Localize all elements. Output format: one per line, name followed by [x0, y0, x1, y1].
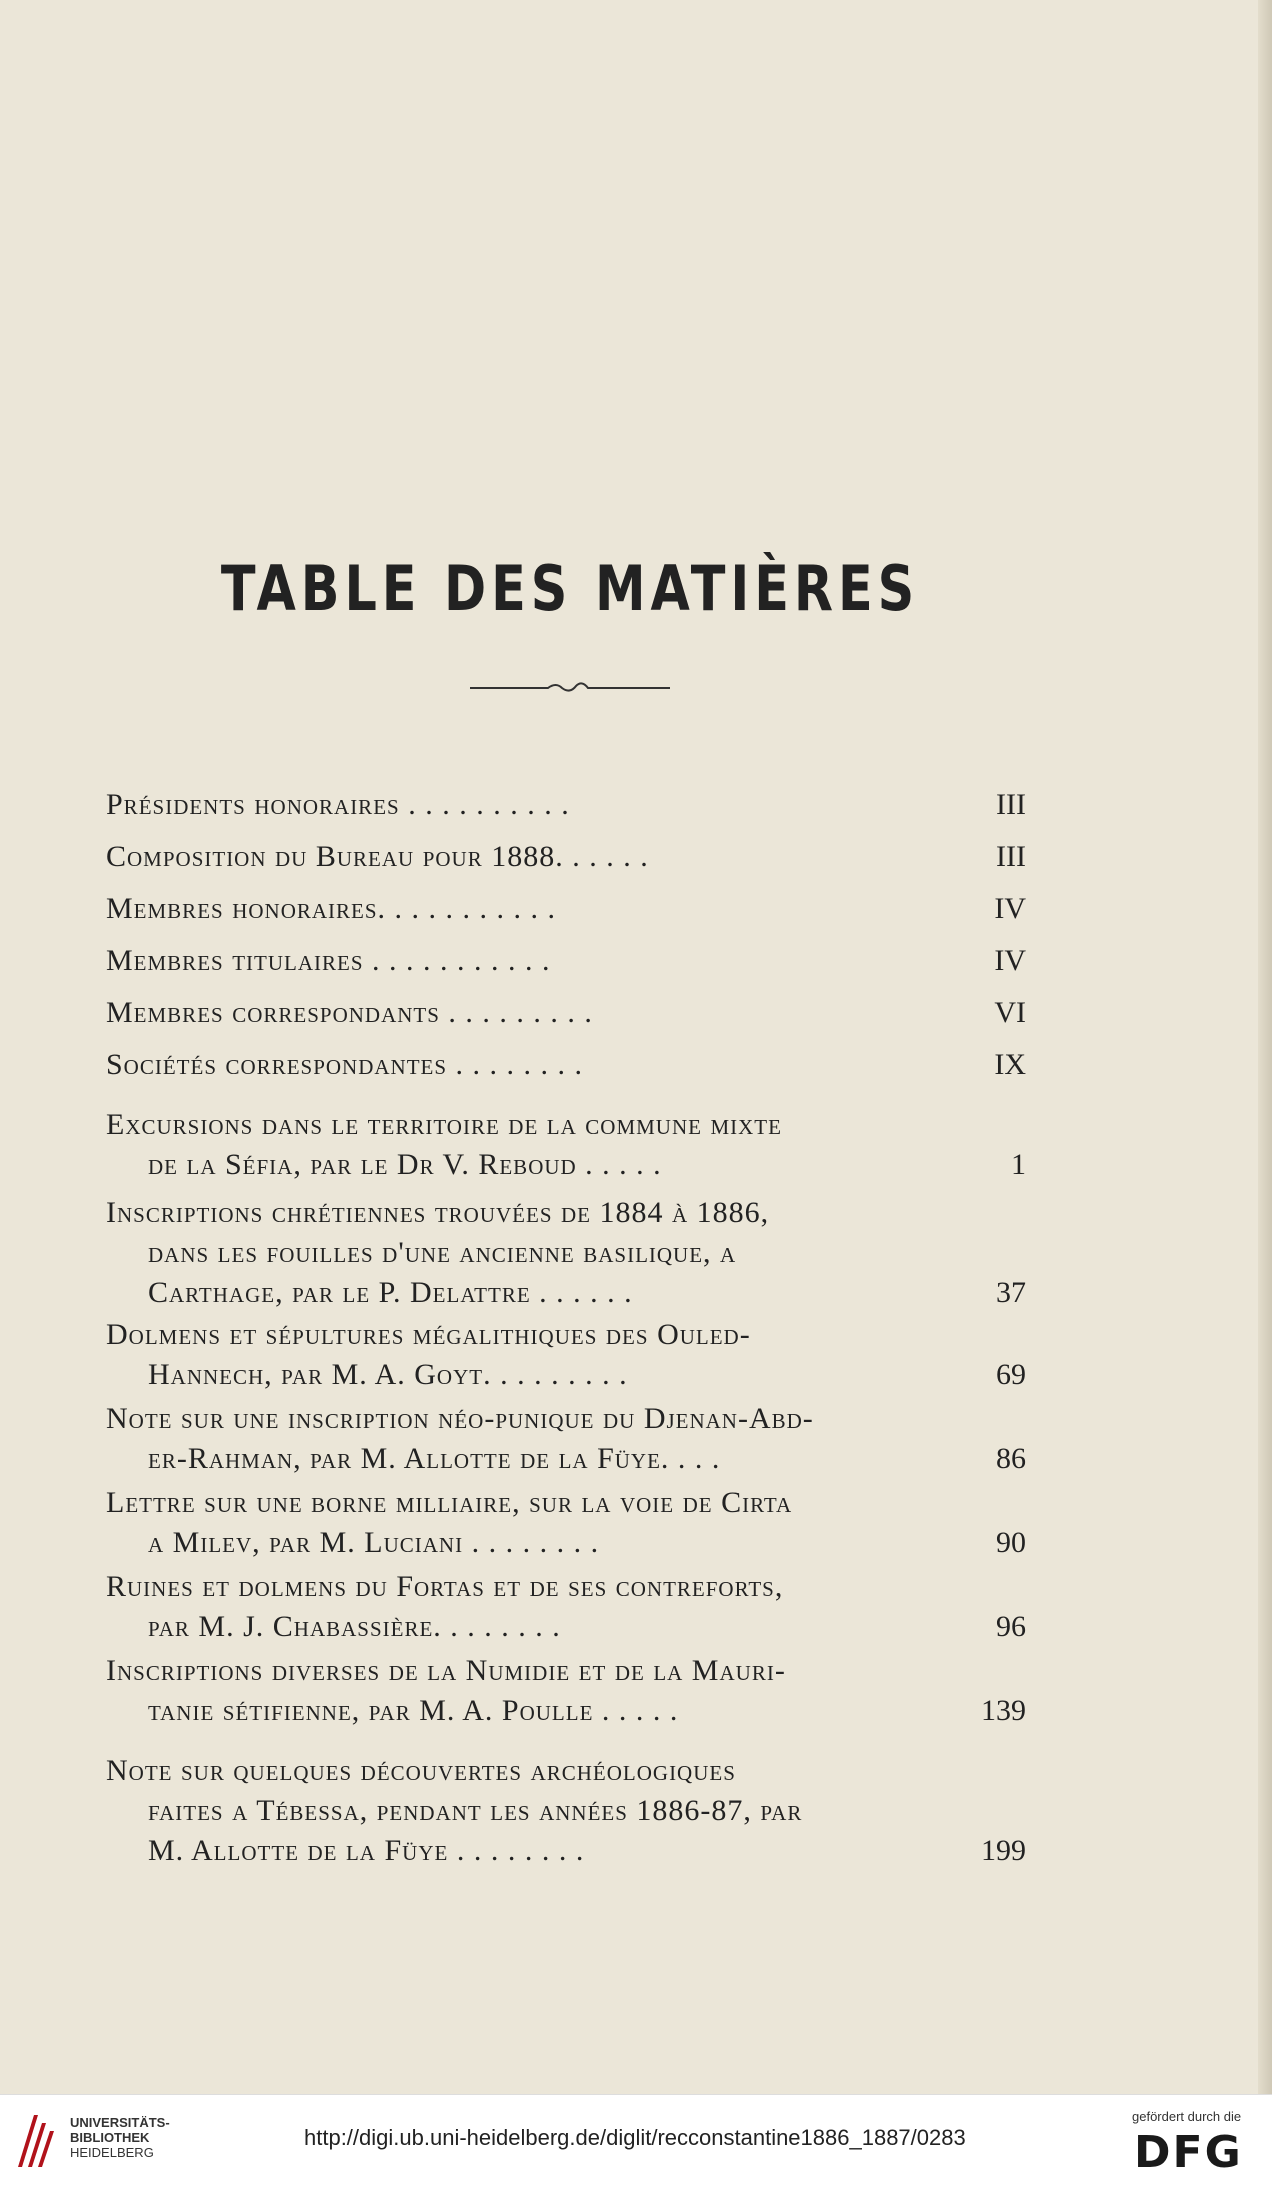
toc-page-number: III — [996, 840, 1026, 873]
toc-entry-text: er-Rahman, par M. Allotte de la Füye. . . . — [148, 1442, 721, 1475]
toc-page-number: 139 — [981, 1694, 1026, 1727]
toc-entry-text: Carthage, par le P. Delattre . . . . . . — [148, 1276, 633, 1309]
library-name-line2: BIBLIOTHEK — [70, 2130, 150, 2145]
toc-entry-text: dans les fouilles d'une ancienne basilique, a — [148, 1236, 737, 1269]
toc-page-number: 37 — [996, 1276, 1026, 1309]
toc-entry-text: Membres titulaires . . . . . . . . . . . — [106, 944, 551, 977]
toc-entry-text: par M. J. Chabassière. . . . . . . . — [148, 1610, 561, 1643]
toc-page-number: IV — [994, 892, 1026, 925]
toc-entry-text: Inscriptions diverses de la Numidie et de la Mauri- — [106, 1654, 786, 1687]
library-name-line3: HEIDELBERG — [70, 2145, 154, 2160]
toc-page-number: 69 — [996, 1358, 1026, 1391]
toc-page-number: 86 — [996, 1442, 1026, 1475]
funding-note: gefördert durch die — [1132, 2109, 1242, 2124]
toc-entry-text: a Milev, par M. Luciani . . . . . . . . — [148, 1526, 600, 1559]
toc-entry-text: de la Séfia, par le Dr V. Reboud . . . . . — [148, 1148, 662, 1181]
toc-entry-text: Lettre sur une borne milliaire, sur la voie de Cirta — [106, 1486, 793, 1519]
toc-entry-text: Note sur une inscription néo-punique du Djenan-Abd- — [106, 1402, 814, 1435]
page-edge-shadow — [1258, 0, 1272, 2094]
toc-page-number: 1 — [1011, 1148, 1026, 1181]
toc-entry-text: Dolmens et sépultures mégalithiques des Ouled- — [106, 1318, 751, 1351]
footer-bar — [0, 2094, 1272, 2187]
toc-page-number: 90 — [996, 1526, 1026, 1559]
library-logo-icon — [14, 2111, 58, 2169]
toc-entry-text: Sociétés correspondantes . . . . . . . . — [106, 1048, 584, 1081]
toc-page-number: 199 — [981, 1834, 1026, 1867]
toc-entry-text: Excursions dans le territoire de la commune mixte — [106, 1108, 782, 1141]
toc-entry-text: Hannech, par M. A. Goyt. . . . . . . . . — [148, 1358, 628, 1391]
toc-page-number: III — [996, 788, 1026, 821]
library-name — [70, 2115, 170, 2160]
toc-entry-text: Membres honoraires. . . . . . . . . . . — [106, 892, 557, 925]
toc-entry-text: M. Allotte de la Füye . . . . . . . . — [148, 1834, 585, 1867]
ornament-divider — [470, 676, 670, 696]
toc-page-number: IV — [994, 944, 1026, 977]
permalink-url[interactable]: http://digi.ub.uni-heidelberg.de/diglit/recconstantine1886_1887/0283 — [304, 2125, 966, 2150]
toc-entry-text: tanie sétifienne, par M. A. Poulle . . . . . — [148, 1694, 679, 1727]
library-name-line1: UNIVERSITÄTS- — [70, 2115, 170, 2130]
toc-entry-text: Note sur quelques découvertes archéologiques — [106, 1754, 736, 1787]
toc-entry-text: Membres correspondants . . . . . . . . . — [106, 996, 593, 1029]
toc-page-number: IX — [994, 1048, 1026, 1081]
toc-entry-text: Ruines et dolmens du Fortas et de ses contreforts, — [106, 1570, 784, 1603]
dfg-logo: DFG — [1134, 2127, 1243, 2178]
page-title: TABLE DES MATIÈRES — [220, 552, 920, 625]
toc-page-number: VI — [994, 996, 1026, 1029]
toc-entry-text: Présidents honoraires . . . . . . . . . . — [106, 788, 570, 821]
toc-entry-text: faites a Tébessa, pendant les années 1886-87, par — [148, 1794, 803, 1827]
toc-page-number: 96 — [996, 1610, 1026, 1643]
toc-entry-text: Inscriptions chrétiennes trouvées de 1884 à 1886, — [106, 1196, 770, 1229]
toc-entry-text: Composition du Bureau pour 1888. . . . . . — [106, 840, 649, 873]
